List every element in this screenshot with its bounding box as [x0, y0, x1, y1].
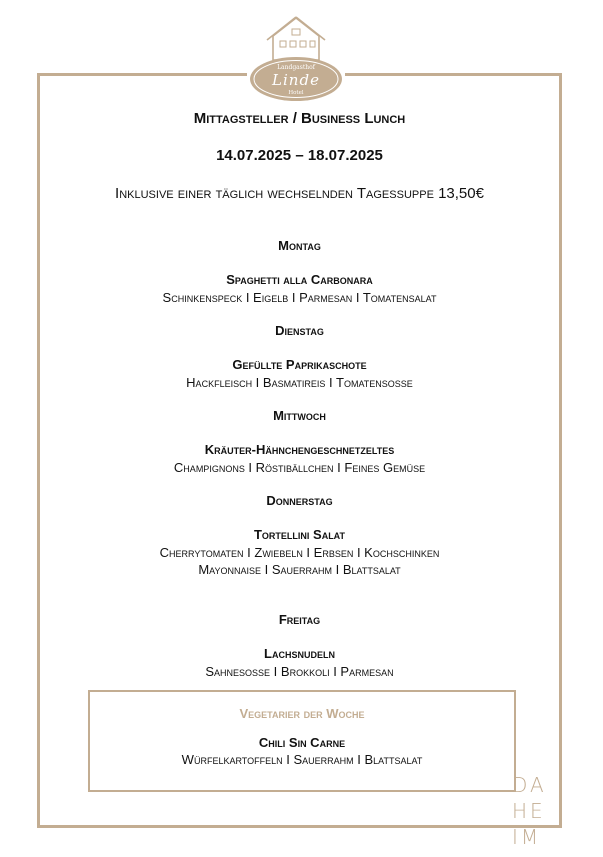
- dish-description: Schinkenspeck I Eigelb I Parmesan I Tomatensalat: [162, 290, 437, 305]
- daheim-mark: [512, 772, 552, 850]
- hotel-logo: [247, 14, 345, 106]
- vegetarian-dish: Chili Sin Carne: [258, 735, 346, 750]
- day-heading: Montag: [278, 238, 321, 253]
- vegetarian-description: Würfelkartoffeln I Sauerrahm I Blattsalat: [181, 752, 423, 767]
- logo-name: Linde: [272, 71, 320, 89]
- dish-name: Lachsnudeln: [264, 646, 335, 661]
- logo-line3: Hotel: [288, 90, 304, 96]
- dish-description: Champignons I Röstibällchen I Feines Gemüse: [173, 460, 426, 475]
- vegetarian-box: [88, 690, 516, 792]
- dish-name: Gefüllte Paprikaschote: [232, 357, 367, 372]
- day-heading: Dienstag: [275, 323, 324, 338]
- dish-description: Cherrytomaten I Zwiebeln I Erbsen I Kochschinken: [159, 545, 440, 560]
- dish-name: Spaghetti alla Carbonara: [226, 272, 373, 287]
- page-title: Mittagsteller / Business Lunch: [193, 110, 406, 127]
- day-heading: Mittwoch: [273, 408, 326, 423]
- price-note: Inklusive einer täglich wechselnden Tagessuppe 13,50€: [115, 185, 484, 202]
- daheim-line: DA: [512, 773, 547, 797]
- logo-line1: Landgasthof: [277, 64, 315, 71]
- day-heading: Donnerstag: [266, 493, 333, 508]
- day-heading: Freitag: [278, 612, 321, 627]
- dish-name: Kräuter-Hähnchengeschnetzeltes: [204, 442, 395, 457]
- dish-description: Hackfleisch I Basmatireis I Tomatensoße: [186, 375, 413, 390]
- dish-name: Tortellini Salat: [253, 527, 346, 542]
- date-range: 14.07.2025 – 18.07.2025: [216, 147, 383, 164]
- daheim-line: HE: [512, 799, 546, 823]
- vegetarian-title: Vegetarier der Woche: [239, 706, 365, 721]
- dish-description: Sahnesoße I Brokkoli I Parmesan: [205, 664, 394, 679]
- daheim-line: IM: [512, 825, 542, 849]
- dish-description: Mayonnaise I Sauerrahm I Blattsalat: [198, 562, 401, 577]
